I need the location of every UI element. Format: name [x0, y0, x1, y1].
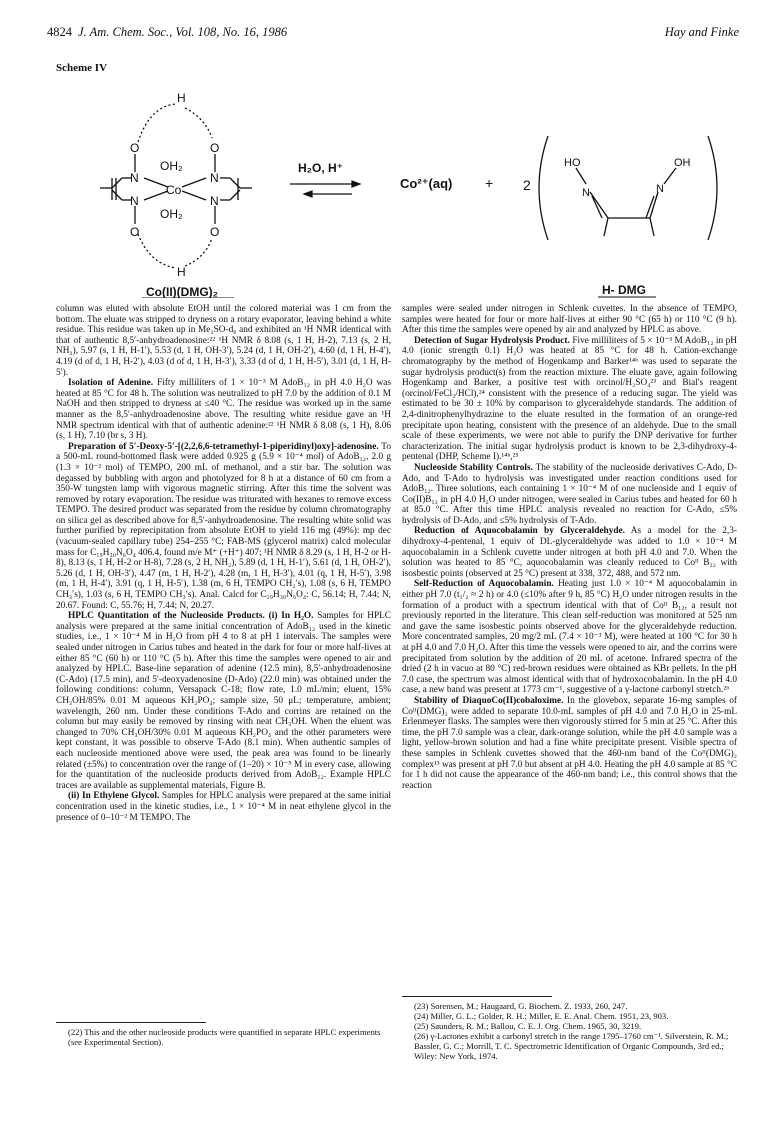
hdmg-n-right: N — [656, 183, 664, 195]
paragraph-heading: Self-Reduction of Aquocobalamin. — [414, 579, 554, 590]
scheme-iv-diagram — [80, 78, 720, 298]
atom-n-bl: N — [130, 194, 139, 208]
paragraph-text: The stability of the nucleoside derivatives C-Ado, D-Ado, and T-Ado to hydrolysis was investigated under reaction conditions used for AdoB₁₂. Three solutions, each containing 1 × 10⁻⁴ M of one nucleoside and 1 equiv of Co(II)B₁₂ in pH 4.0 H₂O under nitrogen, were sealed in Carius tubes and heated for 60 h at 85.0 °C. After this time HPLC analysis revealed no reaction for C-Ado, ≤5% hydrolysis of D-Ado, and ≤5% hydrolysis of T-Ado. — [402, 462, 737, 526]
hdmg-oh: OH — [674, 157, 691, 169]
paragraph-text: Fifty milliliters of 1 × 10⁻³ M AdoB₁₂ in pH 4.0 H₂O was heated at 85 °C for 48 h. The solution was neutralized to pH 7.0 by the addition of 0.1 M NaOH and then stripped to dryness at ≤40 °C. The residue was worked up in the same manner as the 8,5′-anhydroadenosine above. The resulting white residue gave an ¹H NMR spectrum identical with that of authentic adenine:²² ¹H NMR δ 8.08 (s, 1 H), 8.06 (s, 1 H), 7.10 (br s, 3 H). — [56, 378, 391, 442]
hdmg-structure — [539, 136, 717, 240]
left-footnotes — [56, 1016, 391, 1047]
paragraph — [402, 304, 737, 336]
paragraph-text: To a 500-mL round-bottomed flask were added 0.925 g (5.9 × 10⁻⁴ mol) of AdoB₁₂, 2.0 g (1.3 × 10⁻² mol) of TEMPO, 200 mL of methanol, and a stir bar. The solution was degassed by bubbling with argon and photolyzed for 8 h at a distance of 60 cm from a 350-W tungsten lamp with vigorous magnetic stirring. After this time the solvent was removed by rotary evaporation. The residue was triturated with hexanes to remove excess TEMPO. The desired product was separated from the residue by column chromatography on silica gel as described above for 8,5′-anhydroadenosine. The resulting white solid was further purified by reprecipitation from absolute EtOH to yield 116 mg (49%): mp dec (vacuum-sealed capillary tube) 254–255 °C; FAB-MS (glycerol matrix) calcd molecular mass for C₁₉H₃₀N₆O₄ 406.4, found m/e M⁺ (+H⁺) 407; ¹H NMR δ 8.29 (s, 1 H, H-2 or H-8), 8.13 (s, 1 H, H-2 or H-8), 7.28 (s, 2 H, NH₂), 5.89 (d, 1 H, H-1′), 5.61 (d, 1 H, OH-2′), 5.26 (d, 1 H, OH-3′), 4.47 (m, 1 H, H-2′), 4.28 (m, 1 H, H-3′), 4.01 (q, 1 H, H-5′), 3.98 (m, 1 H, H-4′), 3.91 (q, 1 H, H-5′), 1.38 (m, 6 H, TEMPO CH₂′s), 1.08 (s, 6 H, TEMPO CH₃′s), 1.03 (s, 6 H, TEMPO CH₃′s). Anal. Calcd for C₁₉H₃₀N₆O₄: C, 56.14; H, 7.44; N, 20.67. Found: C, 55.76; H, 7.44; N, 20.27. — [56, 441, 391, 611]
atom-n-tr: N — [210, 171, 219, 185]
paragraph-heading: Preparation of 5′-Deoxy-5′-[(2,2,6,6-tetramethyl-1-piperidinyl)oxy]-adenosine. — [68, 441, 379, 452]
paragraph-text: Samples for HPLC analysis were prepared at the same initial concentration of AdoB₁₂ used in the kinetic studies, i.e., 1 × 10⁻⁴ M in H₂O from pH 4 to 8 at pH 1 intervals. The samples were sealed under nitrogen in Carius tubes and heated in the dark for four or more half-lives at either 85 °C (60 h) or 110 °C (5 h). After this time the samples were opened to air and analyzed by HPLC. Base-line separation of adenine (12.5 min), 8,5′-anhydroadenosine (C-Ado) (17.5 min), and 5′-deoxyadenosine (D-Ado) (22.0 min) was obtained under the following conditions: column, Versapack C-18; flow rate, 1.0 mL/min; eluent, 15% CH₃OH/85% 0.01 M aqueous KH₂PO₄; sample size, 50 μL; temperature, ambient; wavelength, 260 nm. Under these conditions T-Ado and corrins are retained on the column but may easily be removed by rinsing with neat CH₃OH. When the eluent was changed to 70% CH₃OH/30% 0.01 M aqueous KH₂PO₄ and the other parameters were kept constant, it was possible to observe T-Ado (8.1 min). When authentic samples of each nucleoside mentioned above were used, the peak area was found to be linearly related (±5%) to concentration over the range of (1–20) × 10⁻⁵ M in every case, allowing for the quantitation of the nucleoside products derived from AdoB₁₂. Example HPLC traces are available as supplemental materials, Figure B. — [56, 611, 391, 791]
atom-co: Co — [166, 183, 182, 197]
paragraph — [402, 696, 737, 791]
paragraph-heading: Stability of DiaquoCo(II)cobaloxime. — [414, 695, 564, 706]
atom-o-tl: O — [130, 141, 140, 155]
stoichiometric-coefficient: 2 — [523, 177, 531, 193]
equilibrium-arrows — [290, 181, 360, 197]
paragraph — [402, 526, 737, 579]
ligand-oh2-top: OH₂ — [160, 159, 183, 173]
header-left — [47, 25, 287, 40]
right-compound-label: H- DMG — [602, 283, 646, 297]
footnote-rule-right — [402, 996, 552, 997]
left-text-column — [56, 304, 391, 823]
paragraph — [402, 336, 737, 463]
paragraph-text: As a model for the 2,3-dihydroxy-4-pentenal, 1 equiv of DL-glyceraldehyde was added to 1.0 × 10⁻⁴ M aquocobalamin in a Schlenk cuvette under nitrogen at both pH 4.0 and 7.0. When the solution was heated to 85 °C, aquocobalamin was cleanly reduced to Coᴵᴵ B₁₂ with isosbestic points (observed at 25 °C) present at 338, 372, 488, and 572 nm. — [402, 526, 737, 579]
paragraph — [56, 378, 391, 442]
atom-n-tl: N — [130, 171, 139, 185]
paragraph — [56, 611, 391, 791]
footnote-reference: (25) Saunders, R. M.; Ballou, C. E. J. Org. Chem. 1965, 30, 3219. — [414, 1021, 642, 1031]
cobalt-ion: Co²⁺(aq) — [400, 176, 453, 191]
paragraph-text: In the glovebox, separate 16-mg samples of Coᴵᴵ(DMG)₂ were added to separate 10.0-mL samples of pH 4.0 and 7.0 H₂O in 25-mL Erlenmeyer flasks. The samples were then vigorously stirred for 5 min at 25 °C. After this time, the pH 7.0 sample was a clear, dark-orange solution, while the pH 4.0 sample was a light, yellow-brown solution and had a fine white precipitate present. Visible spectra of these samples in Schlenk cuvettes showed that the 460-nm band of the Coᴵᴵ(DMG)₂ complex¹³ was present at pH 7.0 but absent at pH 4.0. Heating the pH 4.0 sample at 85 °C for 1 h did not cause the appearance of the 460-nm band; i.e., this control shows that the reaction — [402, 695, 737, 791]
scheme-title: Scheme IV — [56, 62, 108, 74]
arrow-condition: H₂O, H⁺ — [298, 161, 343, 175]
paragraph-text: samples were sealed under nitrogen in Schlenk cuvettes. In the absence of TEMPO, samples were heated for four or more half-lives at either 90 °C (65 h) or 110 °C (9 h). After this time the samples were opened by air and analyzed by HPLC as above. — [402, 304, 737, 336]
paragraph-heading: (ii) In Ethylene Glycol. — [68, 791, 160, 802]
hdmg-n-left: N — [582, 187, 590, 199]
page-number: 4824 — [47, 25, 72, 39]
atom-o-br: O — [210, 225, 220, 239]
paragraph — [56, 791, 391, 823]
hdmg-ho: HO — [564, 157, 581, 169]
paragraph-heading: Isolation of Adenine. — [68, 378, 154, 389]
right-footnotes — [402, 990, 737, 1061]
right-text-column — [402, 304, 737, 791]
paragraph-text: column was eluted with absolute EtOH until the colored material was 1 cm from the bottom. The eluate was stripped to dryness on a rotary evaporator, leaving behind a white residue. This residue was taken up in Me₂SO-d₆ and exhibited an ¹H NMR identical with that of authentic 8,5′-anhydroadenosine:²² ¹H NMR δ 8.08 (s, 1 H, H-2), 7.13 (s, 2 H, NH₂), 5.97 (s, 1 H, H-1′), 5.53 (d, 1 H, OH-3′), 5.24 (d, 1 H, OH-2′), 4.60 (d, 1 H, H-4′), 4.19 (d of d, 1 H, H-2′), 4.03 (d of d, 1 H, H-3′), 3.33 (d of d, 1 H, H-5′), 3.01 (d, 1 H, H-5′). — [56, 304, 391, 378]
footnote-reference: (24) Miller, G. L.; Golder, R. H.; Miller, E. E. Anal. Chem. 1951, 23, 903. — [414, 1011, 669, 1021]
paragraph-text: Five milliliters of 5 × 10⁻³ M AdoB₁₂ in pH 4.0 (ionic strength 0.1) H₂O was heated at 85 °C for 48 h. Cation-exchange chromatography by the method of Hogenkamp and Barker¹⁴ᵇ was used to separate the sugar hydrolysis product(s) from the reaction mixture. The eluate gave, again following Hogenkamp and Barker, a positive test with orcinol/H₂SO₄²³ and Bial's reagent (orcinol/FeCl₃/HCl),²⁴ consistent with the presence of a reducing sugar. The yield was estimated to be 30 ± 10% by comparison to glyceraldehyde standards. The addition of 2,4-dinitrophenylhydrazine to the eluate resulted in the formation of an orange-red precipitate upon heating, consistent with the presence of an aldehyde. Due to the small scale of these experiments, we were not able to purify the DNP derivative for further characterization. The initial sugar hydrolysis product is known to be 2,3-dihydroxy-4-pentenal (DHP, Scheme I).¹⁴ᵇ,²⁵ — [402, 335, 737, 463]
paragraph — [56, 304, 391, 378]
paragraph-heading: Detection of Sugar Hydrolysis Product. — [414, 335, 570, 346]
paragraph — [402, 463, 737, 527]
journal-citation: J. Am. Chem. Soc., Vol. 108, No. 16, 1986 — [78, 25, 288, 39]
header-authors: Hay and Finke — [664, 25, 739, 39]
paragraph-heading: HPLC Quantitation of the Nucleoside Products. (i) In H₂O. — [68, 611, 314, 622]
paragraph-text: Samples for HPLC analysis were prepared at the same initial concentration used in the kinetic studies, i.e., 1 × 10⁻⁴ M in neat ethylene glycol in the presence of 0–10⁻² M TEMPO. The — [56, 791, 391, 823]
cobaloxime-atoms — [130, 91, 219, 279]
footnote-reference: (26) γ-Lactones exhibit a carbonyl stretch in the range 1795–1760 cm⁻¹. Silverstein, R. M.; Bassler, G. C.; Morrill, T. C. Spectrometric Identification of Organic Compounds, 3rd ed.; Wiley: New York, 1974. — [414, 1031, 729, 1061]
paragraph-heading: Reduction of Aquocobalamin by Glyceraldehyde. — [414, 526, 625, 537]
paragraph — [56, 442, 391, 612]
left-compound-label: Co(II)(DMG)₂ — [146, 285, 218, 298]
atom-o-tr: O — [210, 141, 220, 155]
atom-h-bottom: H — [177, 265, 186, 279]
atom-h-top: H — [177, 91, 186, 105]
footnote-rule-left — [56, 1022, 206, 1023]
atom-n-br: N — [210, 194, 219, 208]
atom-o-bl: O — [130, 225, 140, 239]
running-header — [47, 25, 739, 45]
paragraph — [402, 579, 737, 696]
paragraph-text: Heating just 1.0 × 10⁻⁴ M aquocobalamin in either pH 7.0 (t₁/₂ ≈ 2 h) or 4.0 (≤10% after 9 h, 85 °C) H₂O under nitrogen results in the formation of a product with a spectrum identical with that of Coᴵᴵ B₁₂, a result not previously reported in the literature. This clean self-reduction was monitored at 525 nm and gave the same isosbestic points observed above for the glyceraldehyde reduction. More concentrated samples, 20 mg/2 mL (7.4 × 10⁻³ M), were heated at 100 °C for 30 h at pH 4.0 and 7.0 H₂O. After this time the vessels were opened to air, and the corrins were precipitated from solution by the addition of 20 mL of acetone. Infrared spectra of the dried (2 h in vacuo at 80 °C) red-brown residues were obtained as KBr pellets. In the pH 7.0 case, the spectrum was almost identical with that of hydroxocobalamin. In the pH 4.0 case, a new band was present at 1773 cm⁻¹, suggestive of a γ-lactone carbonyl stretch.²⁶ — [402, 579, 737, 696]
footnote-reference: (23) Sorensen, M.; Haugaard, G. Biochem. Z. 1933, 260, 247. — [414, 1001, 628, 1011]
footnote-22: (22) This and the other nucleoside products were quantified in separate HPLC experiments (see Experimental Section). — [68, 1027, 381, 1047]
ligand-oh2-bottom: OH₂ — [160, 207, 183, 221]
plus-sign: + — [485, 175, 494, 191]
paragraph-heading: Nucleoside Stability Controls. — [414, 462, 533, 473]
